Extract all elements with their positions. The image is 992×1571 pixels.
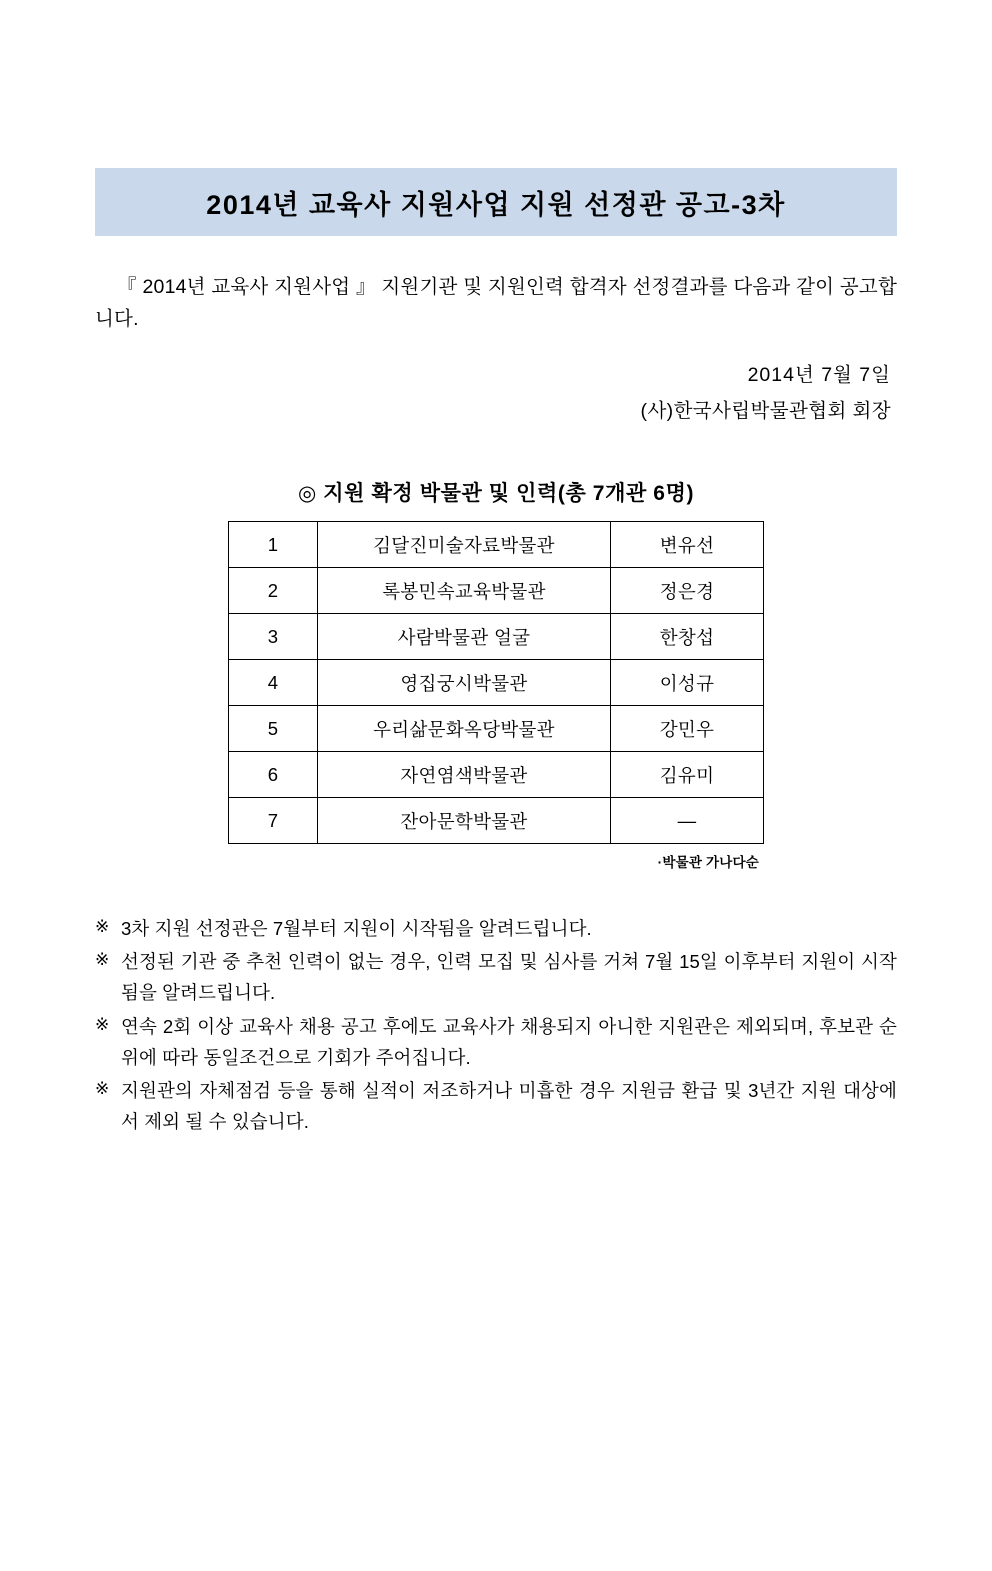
note-text: 3차 지원 선정관은 7월부터 지원이 시작됨을 알려드립니다. bbox=[121, 918, 592, 940]
row-number: 3 bbox=[229, 614, 318, 660]
notes-list bbox=[95, 913, 897, 1137]
results-table-wrapper bbox=[95, 521, 897, 844]
row-museum: 영집궁시박물관 bbox=[318, 660, 611, 706]
section-heading: ◎ 지원 확정 박물관 및 인력(총 7개관 6명) bbox=[297, 482, 695, 506]
table-row bbox=[229, 568, 764, 614]
note-item bbox=[95, 1011, 897, 1073]
row-number: 7 bbox=[229, 798, 318, 844]
results-table bbox=[228, 521, 764, 844]
row-person: 한창섭 bbox=[611, 614, 764, 660]
page-title: 2014년 교육사 지원사업 지원 선정관 공고-3차 bbox=[206, 189, 786, 220]
row-person: 강민우 bbox=[611, 706, 764, 752]
row-museum: 잔아문학박물관 bbox=[318, 798, 611, 844]
note-text: 선정된 기관 중 추천 인력이 없는 경우, 인력 모집 및 심사를 거쳐 7월 15일 이후부터 지원이 시작됨을 알려드립니다. bbox=[121, 951, 897, 1004]
table-row bbox=[229, 798, 764, 844]
note-marker-icon: ※ bbox=[95, 950, 110, 970]
issuing-organization: (사)한국사립박물관협회 회장 bbox=[640, 400, 891, 423]
row-number: 1 bbox=[229, 522, 318, 568]
row-museum: 사람박물관 얼굴 bbox=[318, 614, 611, 660]
row-number: 6 bbox=[229, 752, 318, 798]
row-number: 2 bbox=[229, 568, 318, 614]
signature-block bbox=[95, 357, 897, 429]
table-row bbox=[229, 706, 764, 752]
table-row bbox=[229, 614, 764, 660]
note-marker-icon: ※ bbox=[95, 1014, 110, 1034]
intro-paragraph bbox=[95, 272, 897, 335]
row-museum: 김달진미술자료박물관 bbox=[318, 522, 611, 568]
row-person: 김유미 bbox=[611, 752, 764, 798]
document-page bbox=[0, 168, 992, 1571]
note-marker-icon: ※ bbox=[95, 1078, 110, 1098]
table-row bbox=[229, 752, 764, 798]
note-text: 연속 2회 이상 교육사 채용 공고 후에도 교육사가 채용되지 아니한 지원관은 제외되며, 후보관 순위에 따라 동일조건으로 기회가 주어집니다. bbox=[121, 1015, 897, 1068]
row-person: 정은경 bbox=[611, 568, 764, 614]
row-number: 4 bbox=[229, 660, 318, 706]
row-museum: 자연염색박물관 bbox=[318, 752, 611, 798]
row-number: 5 bbox=[229, 706, 318, 752]
row-person: ― bbox=[611, 798, 764, 844]
note-item bbox=[95, 1075, 897, 1137]
note-marker-icon: ※ bbox=[95, 917, 110, 937]
row-person: 이성규 bbox=[611, 660, 764, 706]
row-museum: 록봉민속교육박물관 bbox=[318, 568, 611, 614]
table-row bbox=[229, 660, 764, 706]
table-row bbox=[229, 522, 764, 568]
row-person: 변유선 bbox=[611, 522, 764, 568]
intro-text: 『 2014년 교육사 지원사업 』 지원기관 및 지원인력 합격자 선정결과를 다음과 같이 공고합니다. bbox=[95, 276, 897, 330]
title-banner bbox=[95, 168, 897, 236]
announcement-date: 2014년 7월 7일 bbox=[747, 364, 891, 387]
note-item bbox=[95, 946, 897, 1008]
note-item bbox=[95, 913, 897, 944]
note-text: 지원관의 자체점검 등을 통해 실적이 저조하거나 미흡한 경우 지원금 환급 및 3년간 지원 대상에서 제외 될 수 있습니다. bbox=[121, 1079, 897, 1132]
row-museum: 우리삶문화옥당박물관 bbox=[318, 706, 611, 752]
table-footnote: ·박물관 가나다순 bbox=[657, 855, 759, 871]
